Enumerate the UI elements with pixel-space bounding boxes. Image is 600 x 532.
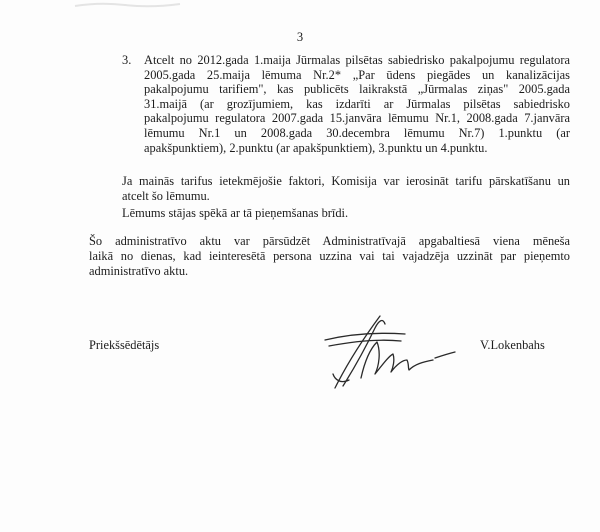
paragraph-appeal (89, 234, 570, 278)
text-line: apakšpunktiem), 2.punktu (ar apakšpunktiem), 3.punktu un 4.punktu. (144, 140, 488, 155)
text-line: Lēmums stājas spēkā ar tā pieņemšanas brīdi. (122, 206, 349, 220)
text-line: pakalpojumu tarifiem", kas publicēts laikrakstā „Jūrmalas ziņas" 2005.gada (144, 82, 570, 97)
handwritten-signature (305, 308, 465, 392)
signer-title: Priekšsēdētājs (89, 338, 160, 352)
paragraph-effective (122, 206, 570, 221)
scan-artifact (70, 0, 190, 10)
text-line: 31.maijā (ar grozījumiem, kas izdarīti ar Jūrmalas pilsētas sabiedrisko (144, 96, 570, 111)
text-line: Šo administratīvo aktu var pārsūdzēt Administratīvajā apgabaltiesā viena mēneša (89, 234, 570, 248)
text-line: lēmumu Nr.1 un 2008.gada 30.decembra lēmumu Nr.7) 1.punktu (ar (144, 125, 570, 140)
signer-name: V.Lokenbahs (480, 338, 545, 352)
page-number: 3 (296, 30, 304, 44)
text-line: atcelt šo lēmumu. (122, 188, 210, 203)
list-item-text (144, 53, 570, 155)
text-line: laikā no dienas, kad ieinteresētā persona uzzina vai tai vajadzēja uzzināt par pieņemto (89, 248, 570, 263)
text-line: Atcelt no 2012.gada 1.maija Jūrmalas pilsētas sabiedrisko pakalpojumu regulatora (144, 53, 570, 67)
paragraph-tariff-factors (122, 174, 570, 204)
text-line: Ja mainās tarifus ietekmējošie faktori, Komisija var ierosināt tarifu pārskatīšanu un (122, 174, 570, 188)
list-item-number: 3. (122, 53, 132, 67)
text-line: administratīvo aktu. (89, 263, 189, 278)
text-line: pakalpojumu regulatora 2007.gada 15.janvāra lēmumu Nr.1, 2008.gada 7.janvāra (144, 111, 570, 126)
text-line: 2005.gada 25.maija lēmuma Nr.2* „Par ūdens piegādes un kanalizācijas (144, 67, 570, 82)
